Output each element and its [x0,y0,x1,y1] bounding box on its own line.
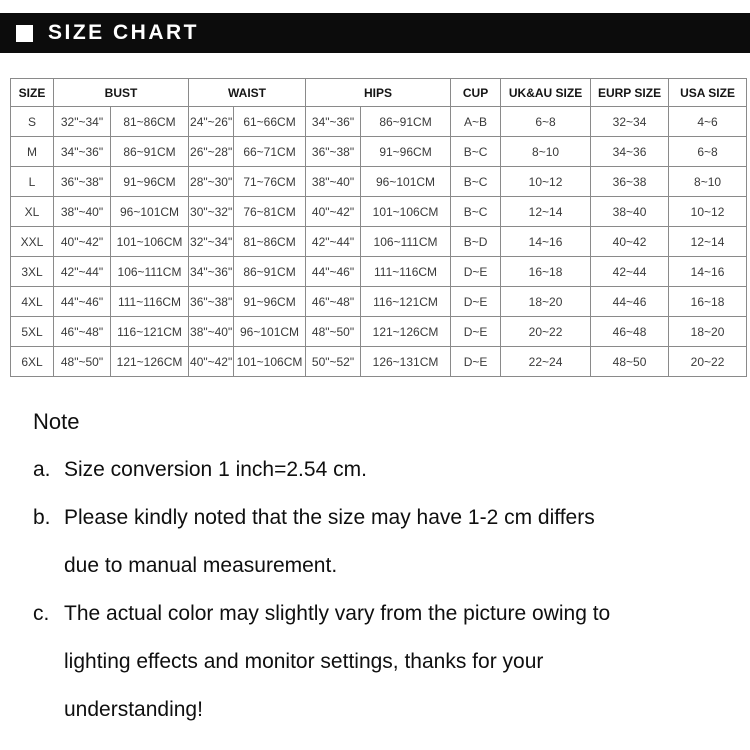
table-cell: 116~121CM [361,287,451,317]
table-cell: 24"~26" [189,107,234,137]
table-header-row [11,79,747,107]
table-cell: 40"~42" [189,347,234,377]
table-cell: 36"~38" [54,167,111,197]
table-cell: 86~91CM [111,137,189,167]
table-cell: 30"~32" [189,197,234,227]
table-cell: D~E [451,287,501,317]
table-cell: 121~126CM [111,347,189,377]
table-row [11,167,747,197]
table-cell: D~E [451,347,501,377]
table-cell: 18~20 [669,317,747,347]
column-header: HIPS [306,79,451,107]
table-cell: 4~6 [669,107,747,137]
table-cell: 81~86CM [234,227,306,257]
note-text [64,590,750,734]
table-cell: 44~46 [591,287,669,317]
table-cell: 91~96CM [361,137,451,167]
size-chart-banner [0,13,750,53]
notes-title: Note [33,409,80,434]
note-line: The actual color may slightly vary from the picture owing to [64,602,611,625]
table-cell: 106~111CM [111,257,189,287]
table-cell: 14~16 [669,257,747,287]
table-cell: 101~106CM [361,197,451,227]
banner-title: SIZE CHART [48,21,199,44]
table-cell: 116~121CM [111,317,189,347]
column-header: SIZE [11,79,54,107]
table-cell: 6~8 [501,107,591,137]
table-cell: 46~48 [591,317,669,347]
column-header: UK&AU SIZE [501,79,591,107]
table-row [11,137,747,167]
table-cell: 38"~40" [306,167,361,197]
column-header: BUST [54,79,189,107]
size-label-cell: M [11,137,54,167]
size-label-cell: L [11,167,54,197]
table-cell: 50"~52" [306,347,361,377]
table-cell: 32"~34" [54,107,111,137]
table-cell: 101~106CM [234,347,306,377]
table-row [11,197,747,227]
table-cell: 6~8 [669,137,747,167]
table-cell: D~E [451,317,501,347]
table-cell: 81~86CM [111,107,189,137]
table-cell: 32~34 [591,107,669,137]
note-prefix: a. [33,458,51,481]
table-cell: 42"~44" [306,227,361,257]
table-cell: 71~76CM [234,167,306,197]
square-bullet-icon [16,25,33,42]
note-line: Please kindly noted that the size may have 1-2 cm differs [64,506,595,529]
table-cell: 48~50 [591,347,669,377]
table-cell: 121~126CM [361,317,451,347]
size-label-cell: XL [11,197,54,227]
size-chart-table [10,78,747,377]
note-line: Size conversion 1 inch=2.54 cm. [64,458,367,481]
size-label-cell: 5XL [11,317,54,347]
table-cell: 46"~48" [306,287,361,317]
table-cell: 40~42 [591,227,669,257]
note-text [64,494,750,590]
table-cell: 36"~38" [306,137,361,167]
table-cell: 86~91CM [361,107,451,137]
table-cell: 22~24 [501,347,591,377]
table-cell: 28"~30" [189,167,234,197]
table-cell: D~E [451,257,501,287]
table-row [11,107,747,137]
column-header: CUP [451,79,501,107]
note-line: lighting effects and monitor settings, thanks for your [64,650,544,673]
table-cell: 126~131CM [361,347,451,377]
table-cell: 20~22 [669,347,747,377]
table-cell: B~D [451,227,501,257]
note-item [33,446,750,494]
table-cell: 38~40 [591,197,669,227]
size-label-cell: S [11,107,54,137]
table-cell: 8~10 [501,137,591,167]
note-prefix: c. [33,602,50,625]
table-row [11,317,747,347]
table-cell: 76~81CM [234,197,306,227]
size-label-cell: 6XL [11,347,54,377]
table-cell: 10~12 [669,197,747,227]
table-cell: 34"~36" [54,137,111,167]
table-cell: 91~96CM [234,287,306,317]
table-cell: 8~10 [669,167,747,197]
table-cell: 40"~42" [306,197,361,227]
table-cell: 12~14 [501,197,591,227]
table-cell: 111~116CM [361,257,451,287]
table-cell: 18~20 [501,287,591,317]
note-item [33,590,750,734]
table-cell: 96~101CM [234,317,306,347]
note-prefix: b. [33,506,51,529]
table-cell: 42"~44" [54,257,111,287]
size-label-cell: 3XL [11,257,54,287]
table-cell: 26"~28" [189,137,234,167]
column-header: WAIST [189,79,306,107]
table-cell: A~B [451,107,501,137]
table-cell: 86~91CM [234,257,306,287]
size-label-cell: XXL [11,227,54,257]
table-cell: 40"~42" [54,227,111,257]
table-row [11,227,747,257]
table-cell: 38"~40" [54,197,111,227]
table-cell: 61~66CM [234,107,306,137]
table-cell: 44"~46" [54,287,111,317]
table-cell: 36"~38" [189,287,234,317]
table-cell: 20~22 [501,317,591,347]
table-cell: 16~18 [501,257,591,287]
table-cell: 46"~48" [54,317,111,347]
table-cell: 96~101CM [111,197,189,227]
table-cell: 96~101CM [361,167,451,197]
table-cell: B~C [451,137,501,167]
table-cell: 34~36 [591,137,669,167]
table-cell: 91~96CM [111,167,189,197]
table-cell: B~C [451,197,501,227]
table-cell: 34"~36" [189,257,234,287]
table-cell: 101~106CM [111,227,189,257]
note-line: due to manual measurement. [64,554,338,577]
table-row [11,347,747,377]
table-row [11,257,747,287]
table-row [11,287,747,317]
table-cell: 38"~40" [189,317,234,347]
table-cell: B~C [451,167,501,197]
table-cell: 44"~46" [306,257,361,287]
table-cell: 32"~34" [189,227,234,257]
table-cell: 48"~50" [54,347,111,377]
table-cell: 66~71CM [234,137,306,167]
note-item [33,494,750,590]
table-cell: 36~38 [591,167,669,197]
table-cell: 106~111CM [361,227,451,257]
table-cell: 34"~36" [306,107,361,137]
column-header: USA SIZE [669,79,747,107]
table-cell: 16~18 [669,287,747,317]
table-cell: 48"~50" [306,317,361,347]
column-header: EURP SIZE [591,79,669,107]
table-cell: 10~12 [501,167,591,197]
table-cell: 111~116CM [111,287,189,317]
notes-section [33,398,750,734]
table-cell: 14~16 [501,227,591,257]
note-line: understanding! [64,698,203,721]
table-cell: 12~14 [669,227,747,257]
size-label-cell: 4XL [11,287,54,317]
table-cell: 42~44 [591,257,669,287]
note-text [64,446,750,494]
